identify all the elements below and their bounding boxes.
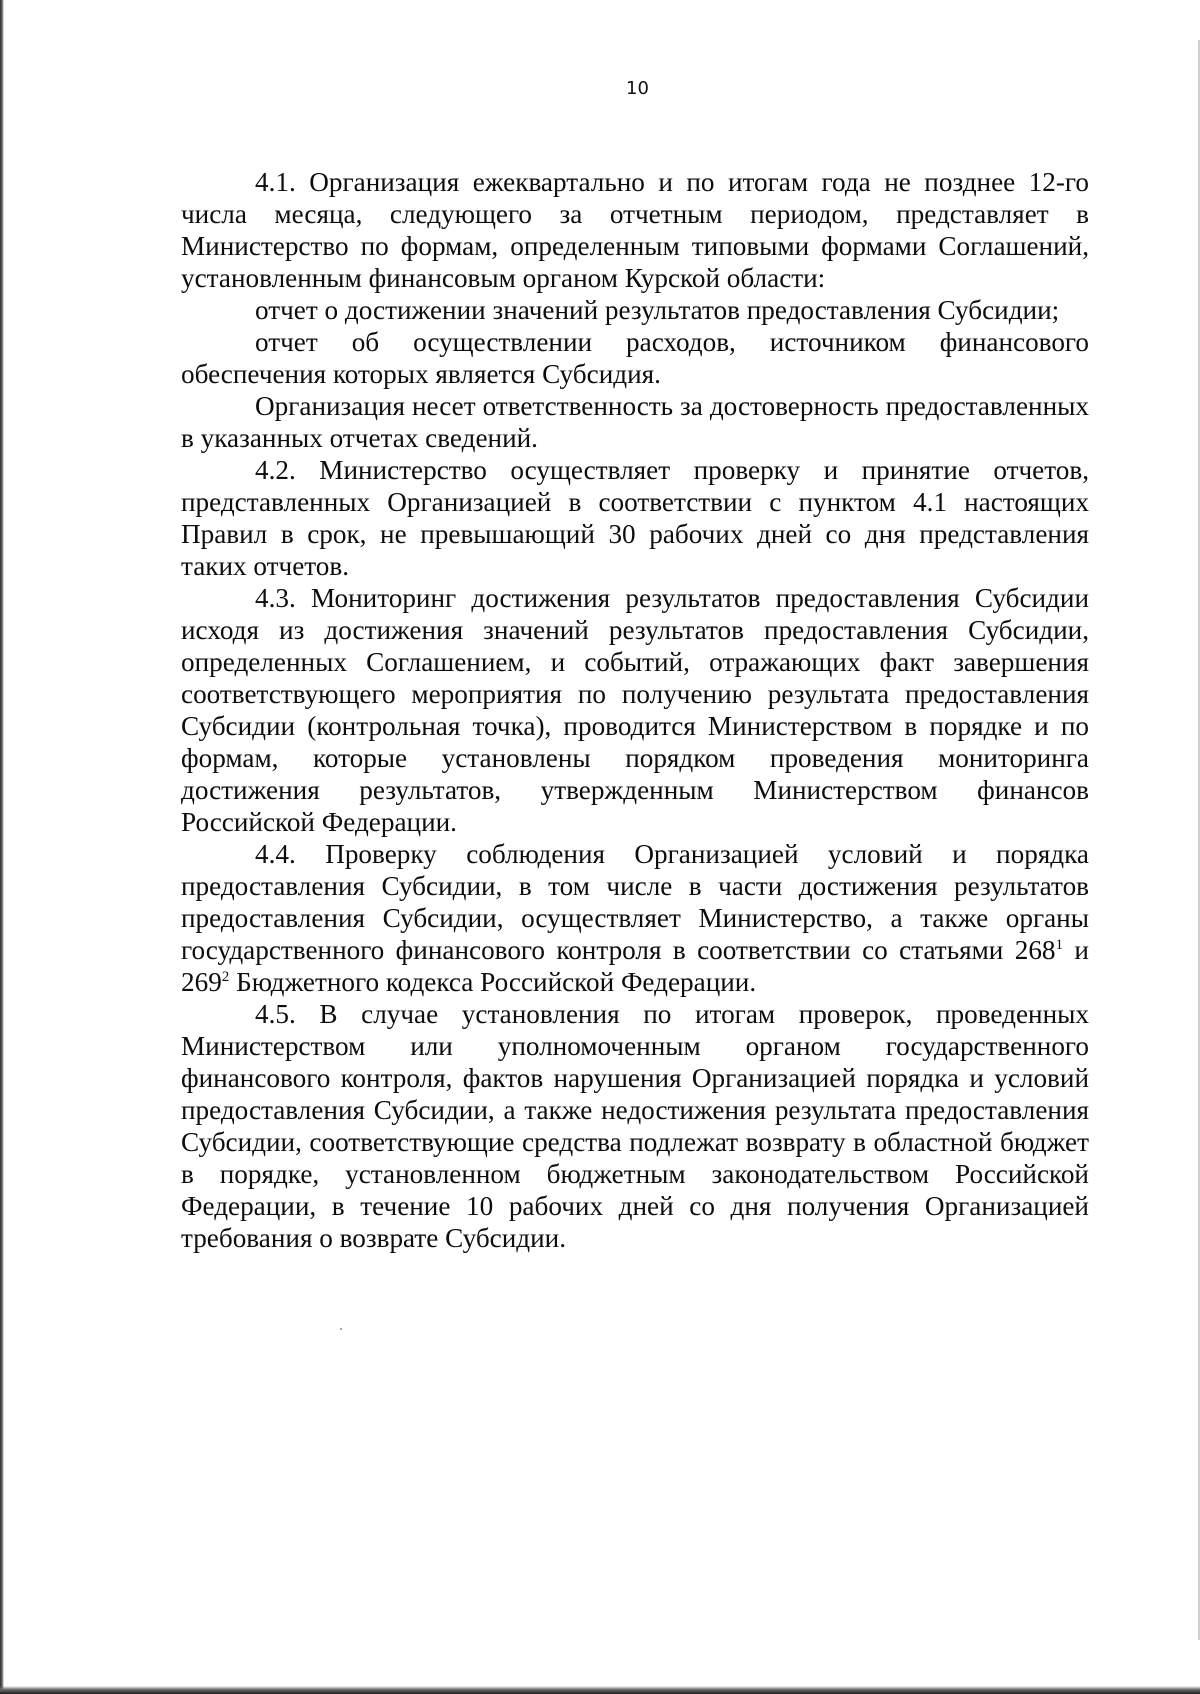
superscript-article-269: 2 — [221, 968, 230, 985]
superscript-article-268: 1 — [1055, 936, 1064, 953]
paragraph-responsibility: Организация несет ответственность за достоверность предоставленных в указанных отчетах сведений. — [181, 391, 1089, 453]
paragraph-4-4 — [181, 838, 1089, 998]
page-number: 10 — [626, 78, 649, 99]
paragraph-4-1: 4.1. Организация ежеквартально и по итогам года не позднее 12-го числа месяца, следующего за отчетным периодом, представляет в Министерство по формам, определенным типовыми формами Соглашений, установленным финансовым органом Курской области: — [181, 167, 1089, 293]
document-body — [181, 166, 1089, 1254]
scan-bottom-edge — [0, 1686, 1200, 1694]
paragraph-4-3: 4.3. Мониторинг достижения результатов предоставления Субсидии исходя из достижения значений результатов предоставления Субсидии, определенных Соглашением, и событий, отражающих факт завершения соответствующего мероприятия по получению результата предоставления Субсидии (контрольная точка), проводится Министерством в порядке и по формам, которые установлены порядком проведения мониторинга достижения результатов, утвержденным Министерством финансов Российской Федерации. — [181, 583, 1089, 837]
paragraph-4-4-text-middle: и 269 — [181, 935, 1089, 997]
paragraph-4-2: 4.2. Министерство осуществляет проверку и принятие отчетов, представленных Организацией в соответствии с пунктом 4.1 настоящих Правил в срок, не превышающий 30 рабочих дней со дня представления таких отчетов. — [181, 455, 1089, 581]
paragraph-4-5: 4.5. В случае установления по итогам проверок, проведенных Министерством или уполномоченным органом государственного финансового контроля, фактов нарушения Организацией порядка и условий предоставления Субсидии, а также недостижения результата предоставления Субсидии, соответствующие средства подлежат возврату в областной бюджет в порядке, установленном бюджетным законодательством Российской Федерации, в течение 10 рабочих дней со дня получения Организацией требования о возврате Субсидии. — [181, 999, 1089, 1253]
scan-speck — [340, 1328, 342, 1330]
paragraph-4-4-text-after: Бюджетного кодекса Российской Федерации. — [229, 967, 757, 997]
paragraph-report-results: отчет о достижении значений результатов предоставления Субсидии; — [255, 295, 1060, 325]
paragraph-4-4-text-before: 4.4. Проверку соблюдения Организацией условий и порядка предоставления Субсидии, в том числе в части достижения результатов предоставления Субсидии, осуществляет Министерство, а также органы государственного финансового контроля в соответствии со статьями 268 — [181, 839, 1089, 965]
scan-left-edge — [0, 0, 4, 1694]
paragraph-report-expenses: отчет об осуществлении расходов, источником финансового обеспечения которых является Субсидия. — [181, 327, 1089, 389]
